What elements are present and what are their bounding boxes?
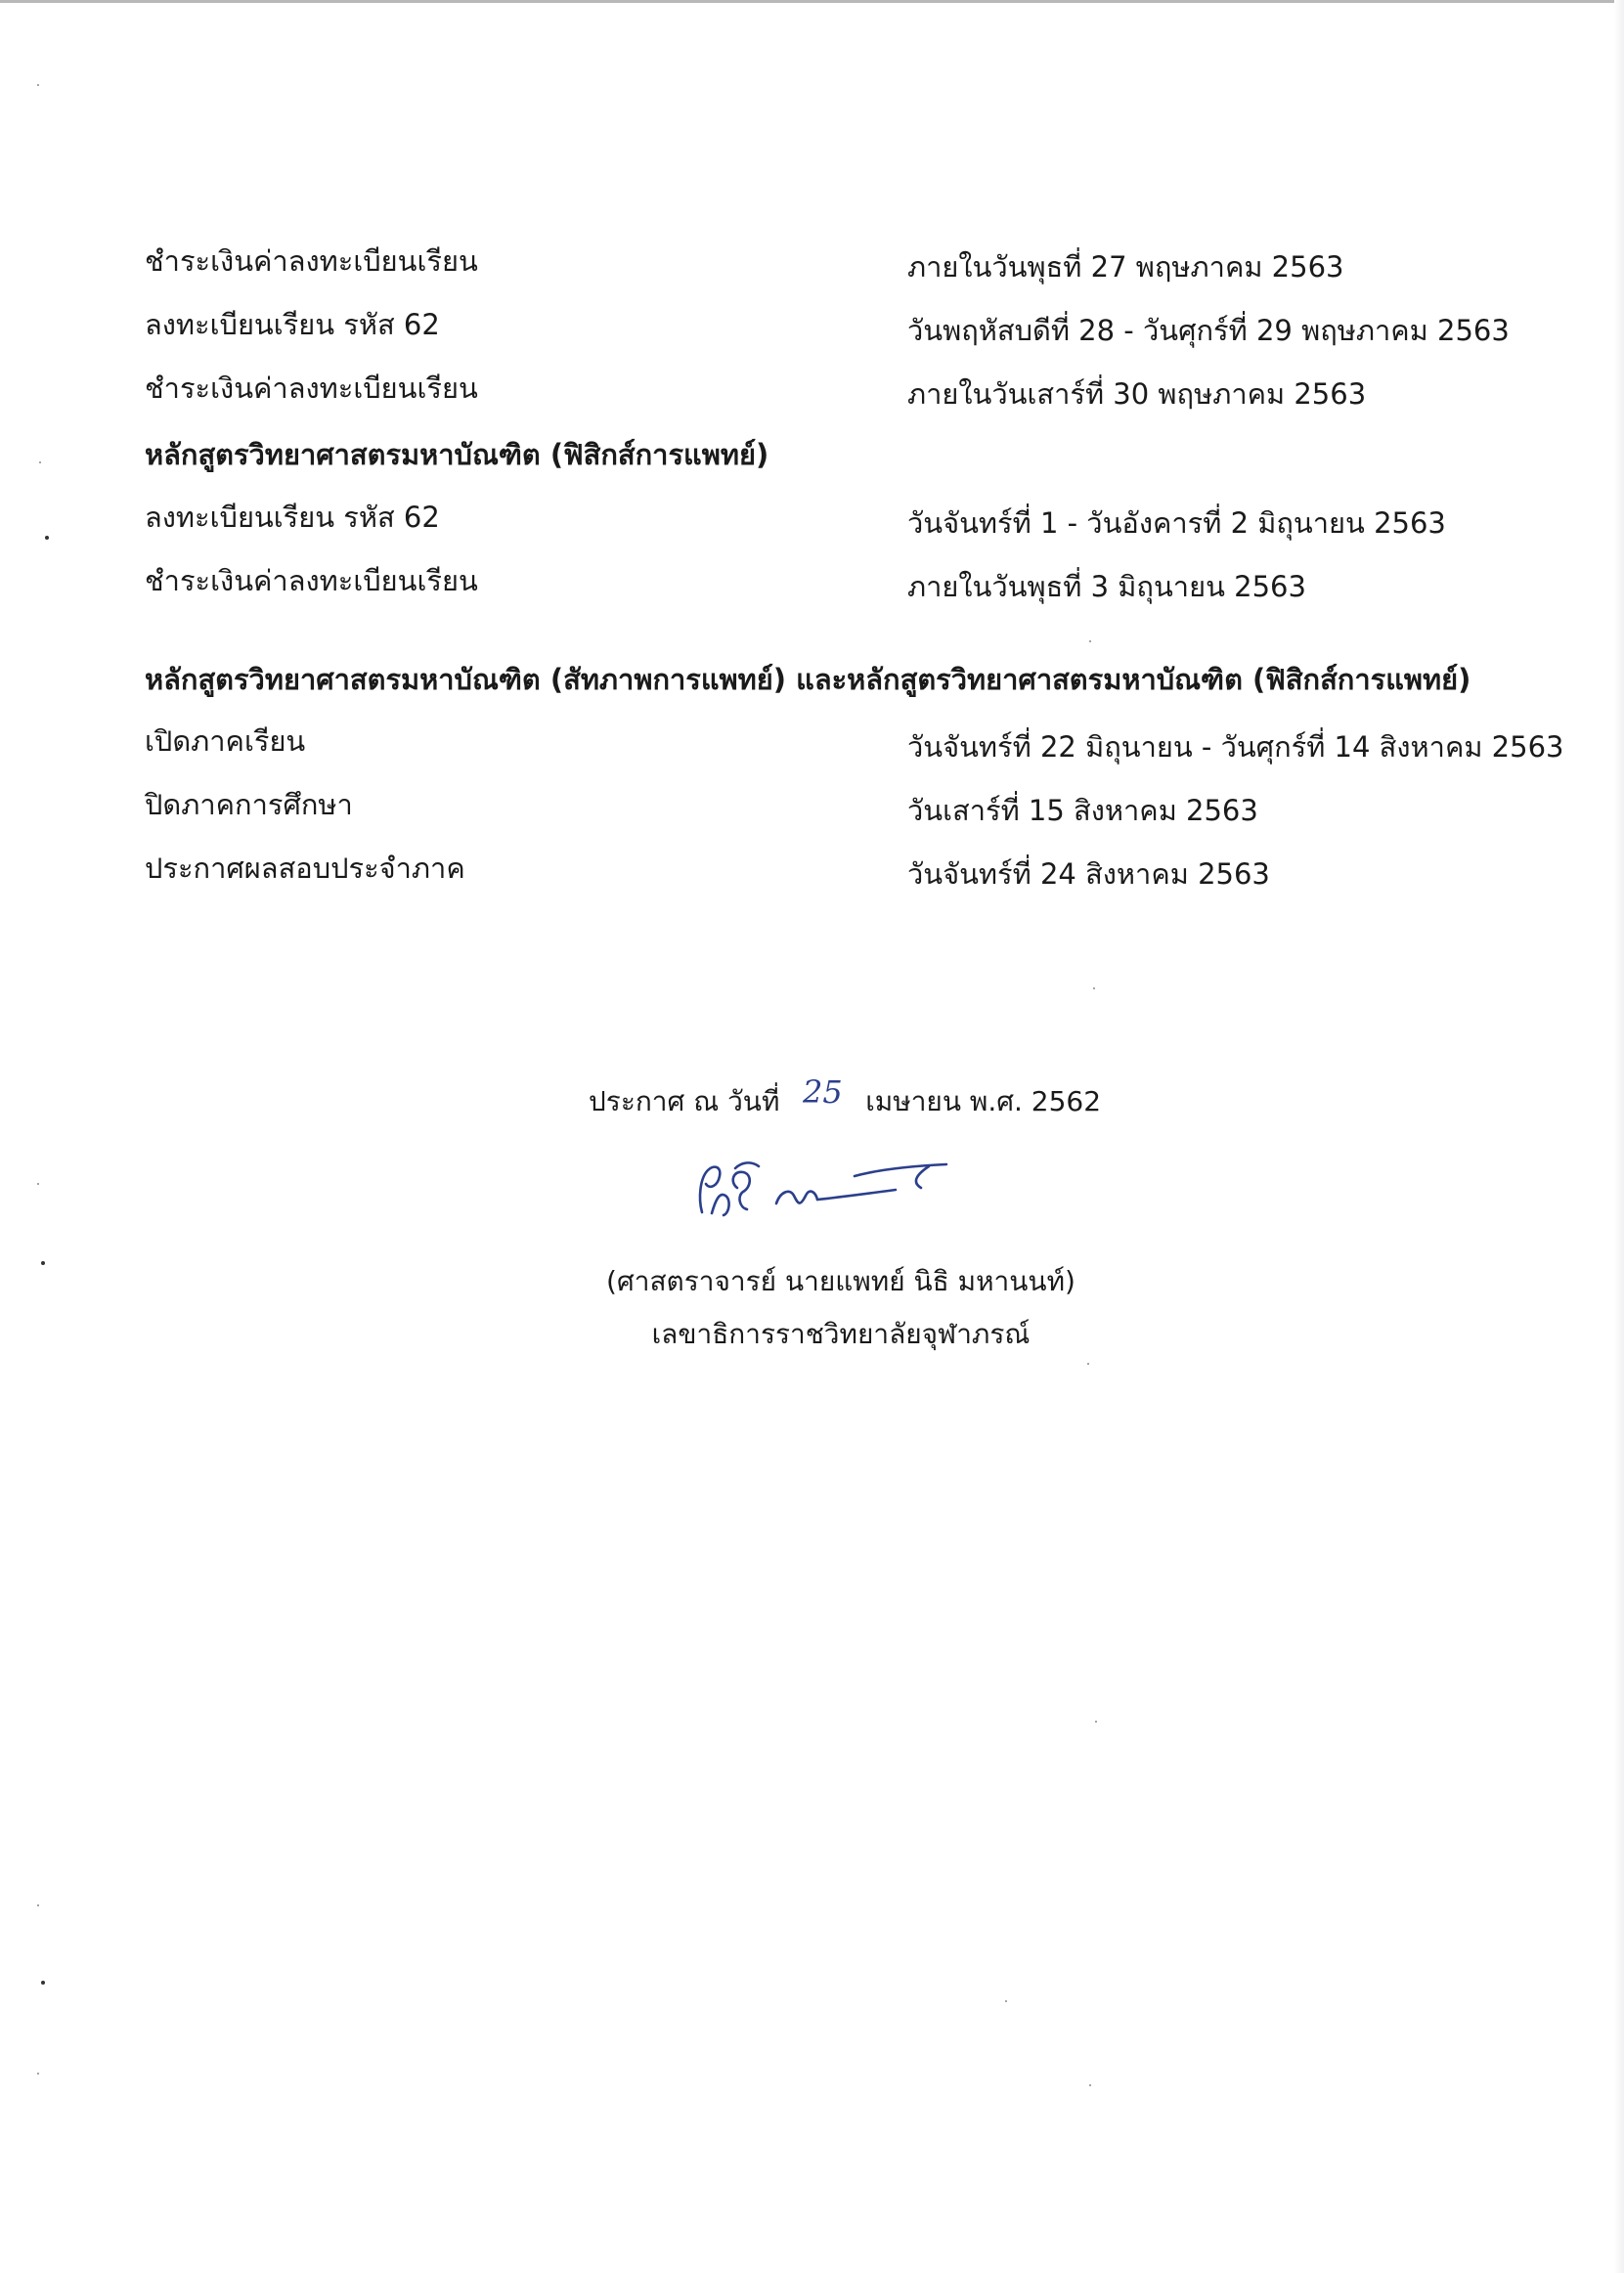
scan-speck [41, 1261, 45, 1265]
scan-speck [45, 536, 49, 540]
schedule-row [145, 780, 1514, 829]
scan-speck [37, 2073, 39, 2075]
row-label: เปิดภาคเรียน [145, 724, 306, 758]
scan-speck [37, 84, 39, 86]
schedule-row [145, 237, 1514, 285]
row-date: วันจันทร์ที่ 24 สิงหาคม 2563 [907, 857, 1270, 891]
announcement-date [589, 1075, 1101, 1126]
scan-speck [39, 461, 41, 463]
schedule-row [145, 300, 1514, 349]
scan-speck [37, 1904, 39, 1906]
scan-speck [41, 1981, 45, 1985]
section-heading: หลักสูตรวิทยาศาสตรมหาบัณฑิต (สัทภาพการแพทย์) และหลักสูตรวิทยาศาสตรมหาบัณฑิต (ฟิสิกส์การแพทย์) [145, 663, 1471, 696]
row-date: ภายในวันเสาร์ที่ 30 พฤษภาคม 2563 [907, 377, 1367, 411]
row-label: ลงทะเบียนเรียน รหัส 62 [145, 308, 440, 341]
row-date: วันพฤหัสบดีที่ 28 - วันศุกร์ที่ 29 พฤษภาคม 2563 [907, 314, 1510, 347]
scan-speck [1005, 2000, 1007, 2002]
row-date: ภายในวันพุธที่ 27 พฤษภาคม 2563 [907, 250, 1344, 284]
schedule-row [145, 844, 1514, 893]
row-date: วันเสาร์ที่ 15 สิงหาคม 2563 [907, 794, 1258, 827]
scan-speck [37, 1183, 39, 1185]
announcement-prefix: ประกาศ ณ วันที่ [589, 1085, 780, 1117]
scan-speck [1087, 1363, 1089, 1365]
scan-speck [1089, 640, 1091, 642]
scan-speck [1095, 1721, 1097, 1723]
signature-image [690, 1149, 954, 1227]
announcement-suffix: เมษายน พ.ศ. 2562 [865, 1085, 1102, 1117]
row-label: ลงทะเบียนเรียน รหัส 62 [145, 501, 440, 534]
row-date: วันจันทร์ที่ 22 มิถุนายน - วันศุกร์ที่ 14 สิงหาคม 2563 [907, 730, 1564, 764]
row-label: ประกาศผลสอบประจำภาค [145, 852, 465, 885]
row-label: ชำระเงินค่าลงทะเบียนเรียน [145, 244, 478, 278]
row-date: ภายในวันพุธที่ 3 มิถุนายน 2563 [907, 570, 1306, 603]
scan-speck [1093, 987, 1095, 989]
scan-speck [1089, 2084, 1091, 2086]
schedule-row [145, 556, 1514, 605]
section-heading: หลักสูตรวิทยาศาสตรมหาบัณฑิต (ฟิสิกส์การแพทย์) [145, 438, 769, 471]
signer-title: เลขาธิการราชวิทยาลัยจุฬาภรณ์ [651, 1318, 1031, 1350]
row-date: วันจันทร์ที่ 1 - วันอังคารที่ 2 มิถุนายน 2563 [907, 506, 1446, 540]
schedule-row [145, 717, 1564, 765]
row-label: ชำระเงินค่าลงทะเบียนเรียน [145, 372, 478, 405]
row-label: ปิดภาคการศึกษา [145, 788, 353, 821]
scan-edge-right [1614, 0, 1624, 2273]
scan-edge-top [0, 0, 1624, 3]
handwritten-day: 25 [802, 1073, 843, 1111]
row-label: ชำระเงินค่าลงทะเบียนเรียน [145, 564, 478, 597]
signer-name: (ศาสตราจารย์ นายแพทย์ นิธิ มหานนท์) [606, 1265, 1075, 1297]
schedule-row [145, 364, 1514, 413]
schedule-row [145, 493, 1514, 542]
